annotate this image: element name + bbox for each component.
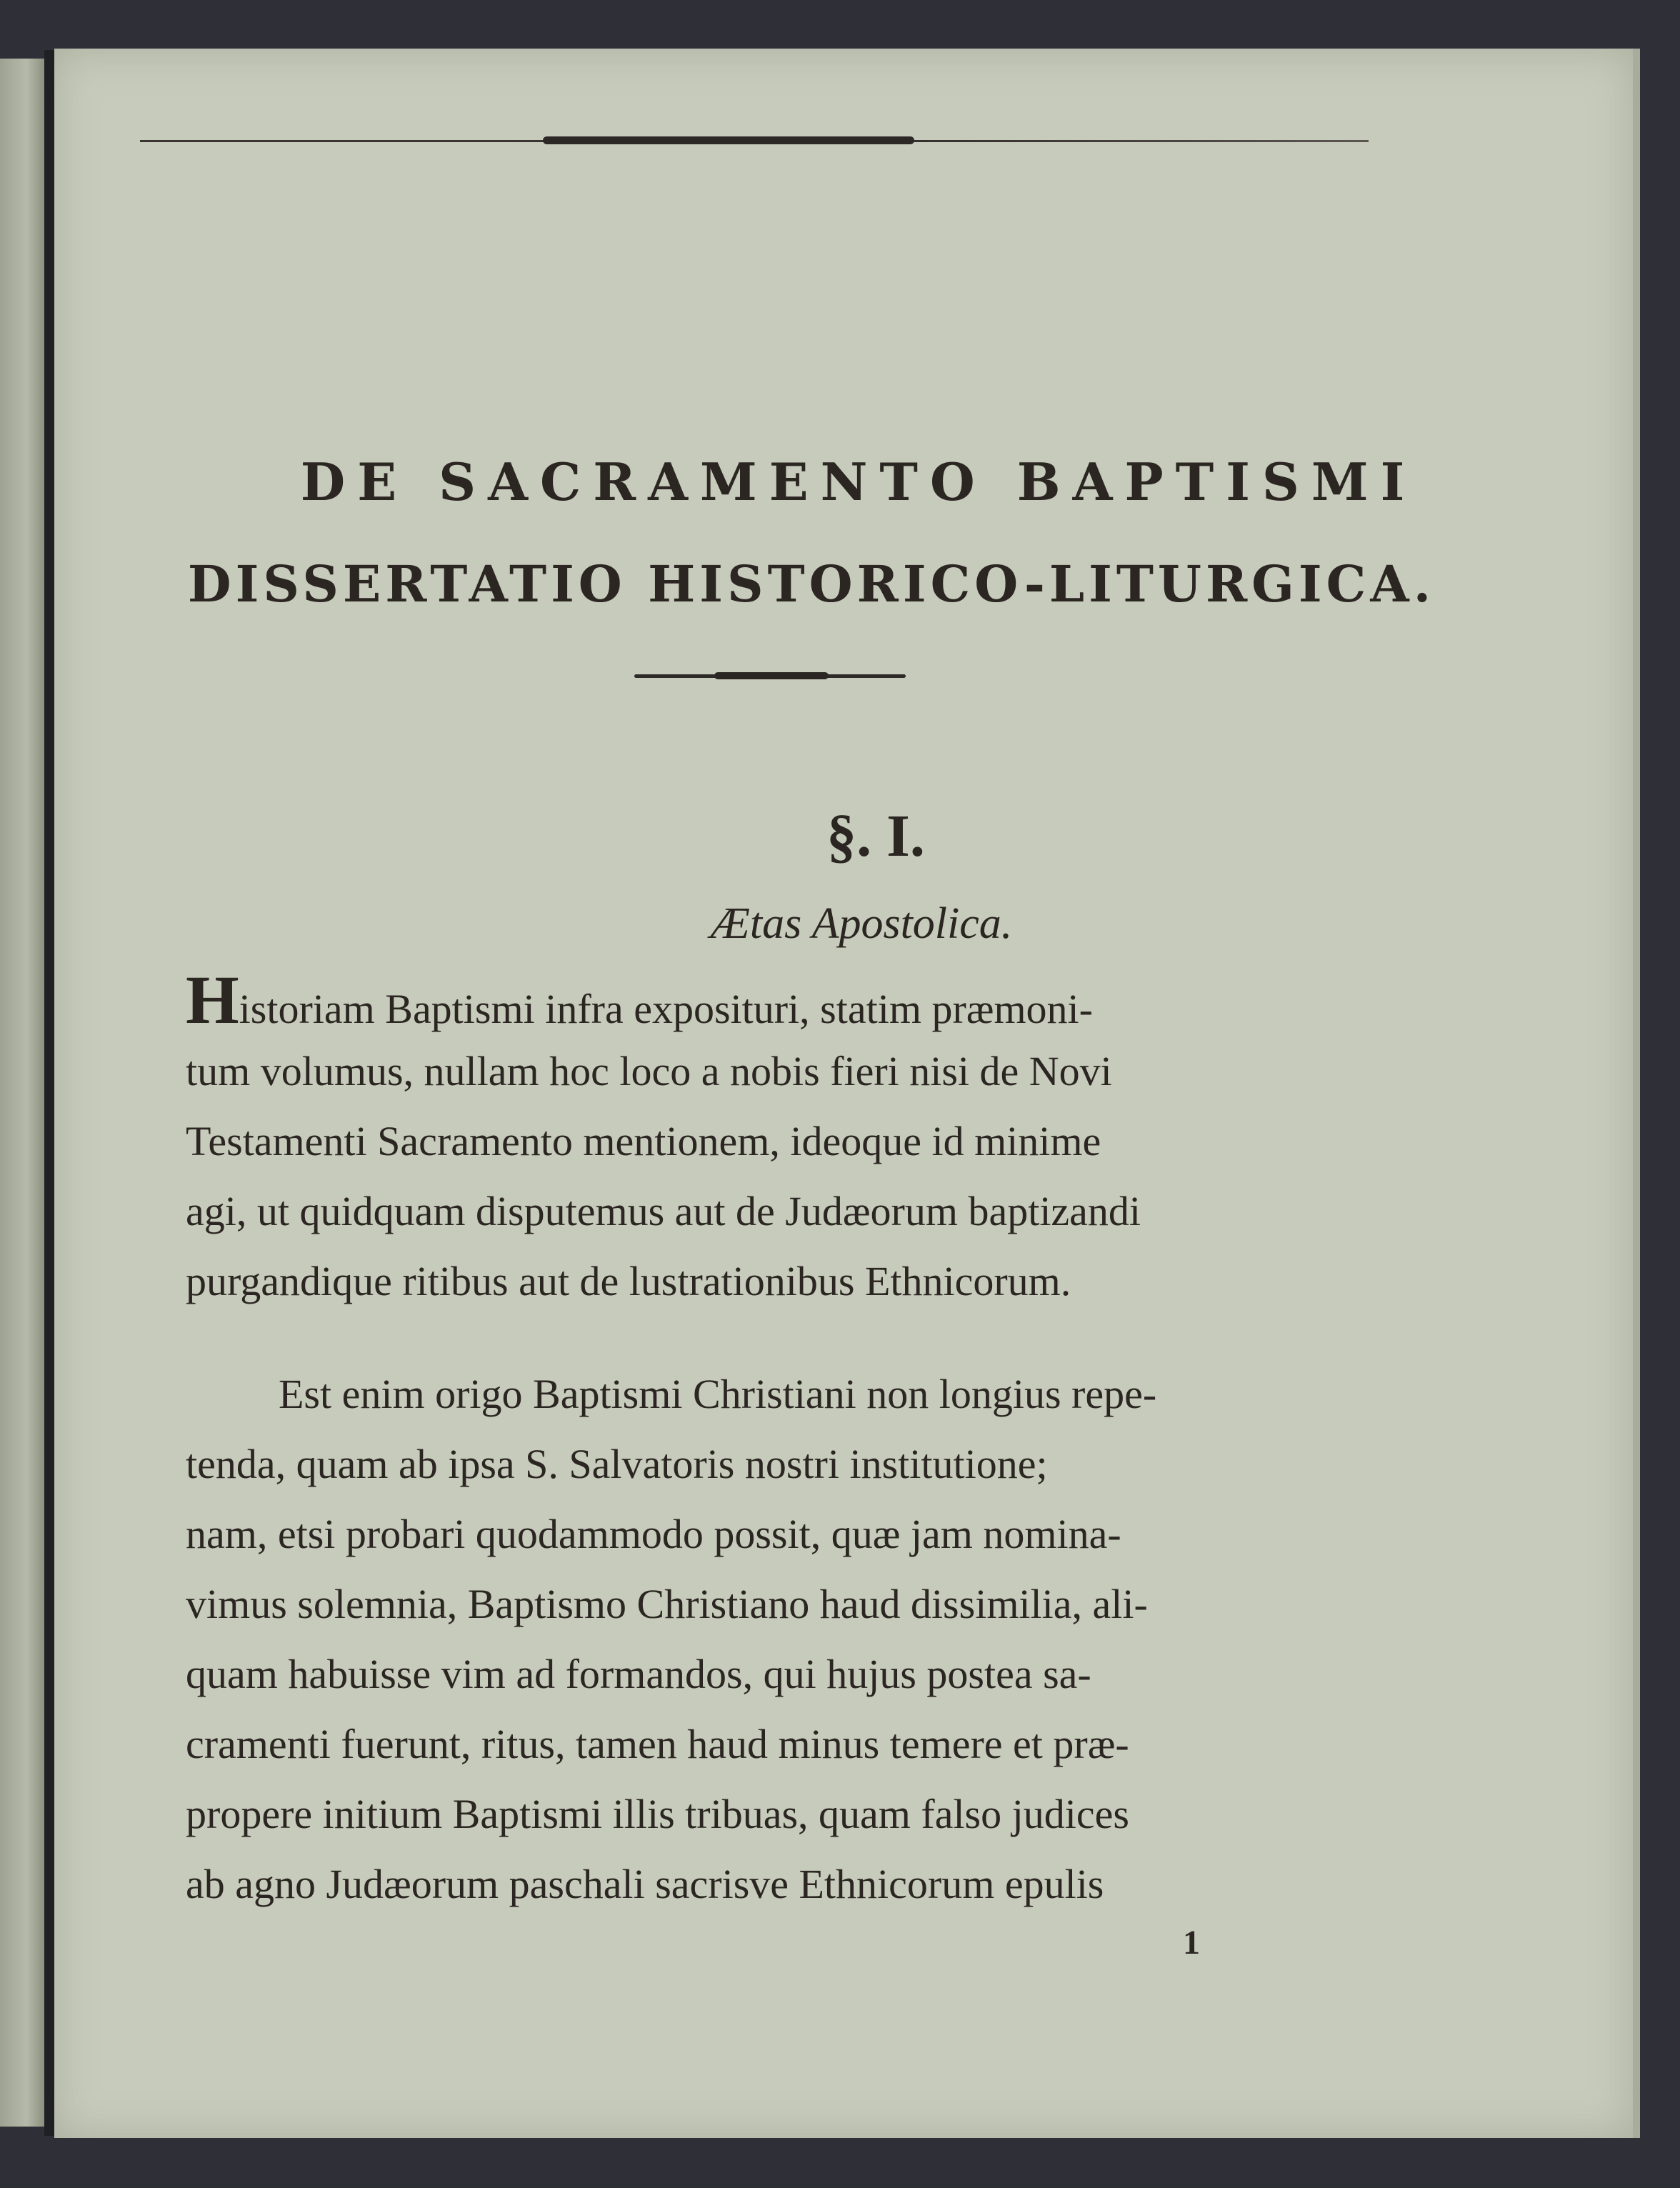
paragraph-line: purgandique ritibus aut de lustrationibus Ethnicorum. (186, 1258, 1071, 1304)
top-ornamental-rule-swell (543, 136, 914, 144)
line-text: istoriam Baptismi infra expositurі, statim præmoni- (239, 986, 1093, 1032)
paragraph-line: cramenti fuerunt, ritus, tamen haud minus temere et præ- (186, 1721, 1129, 1767)
paragraph-line: tenda, quam ab ipsa S. Salvatoris nostri institutione; (186, 1441, 1048, 1487)
paragraph-line: Est enim origo Baptismi Christiani non longius repe- (279, 1371, 1157, 1417)
right-page-edge (1633, 49, 1640, 2138)
left-page-edge (0, 59, 44, 2127)
paragraph-line: ab agno Judæorum paschali sacrisve Ethnicorum epulis (186, 1861, 1104, 1907)
section-number: §. I. (826, 803, 925, 869)
signature-mark: 1 (1183, 1924, 1200, 1962)
paragraph-line (186, 961, 1093, 1038)
paragraph-line: tum volumus, nullam hoc loco a nobis fieri nisi de Novi (186, 1048, 1112, 1094)
paragraph-line: nam, etsi probari quodammodo possit, quæ jam nomina- (186, 1511, 1121, 1557)
book-gutter (44, 50, 54, 2136)
paragraph-line: agi, ut quidquam disputemus aut de Judæorum baptizandi (186, 1188, 1141, 1234)
drop-cap: H (186, 961, 239, 1038)
paragraph-line: propere initium Baptismi illis tribuas, quam falso judices (186, 1791, 1129, 1837)
title-line-1: DE SACRAMENTO BAPTISMI (300, 451, 1417, 512)
section-title: Ætas Apostolica. (710, 899, 1013, 948)
title-separator-rule-swell (714, 672, 829, 679)
paragraph-line: quam habuisse vim ad formandos, qui hujus postea sa- (186, 1651, 1091, 1697)
paragraph-line: vimus solemnia, Baptismo Christiano haud dissimilia, ali- (186, 1581, 1148, 1627)
paragraph-line: Testamenti Sacramento mentionem, ideoque id minime (186, 1118, 1101, 1164)
title-line-2: DISSERTATIO HISTORICO-LITURGICA. (187, 554, 1436, 614)
